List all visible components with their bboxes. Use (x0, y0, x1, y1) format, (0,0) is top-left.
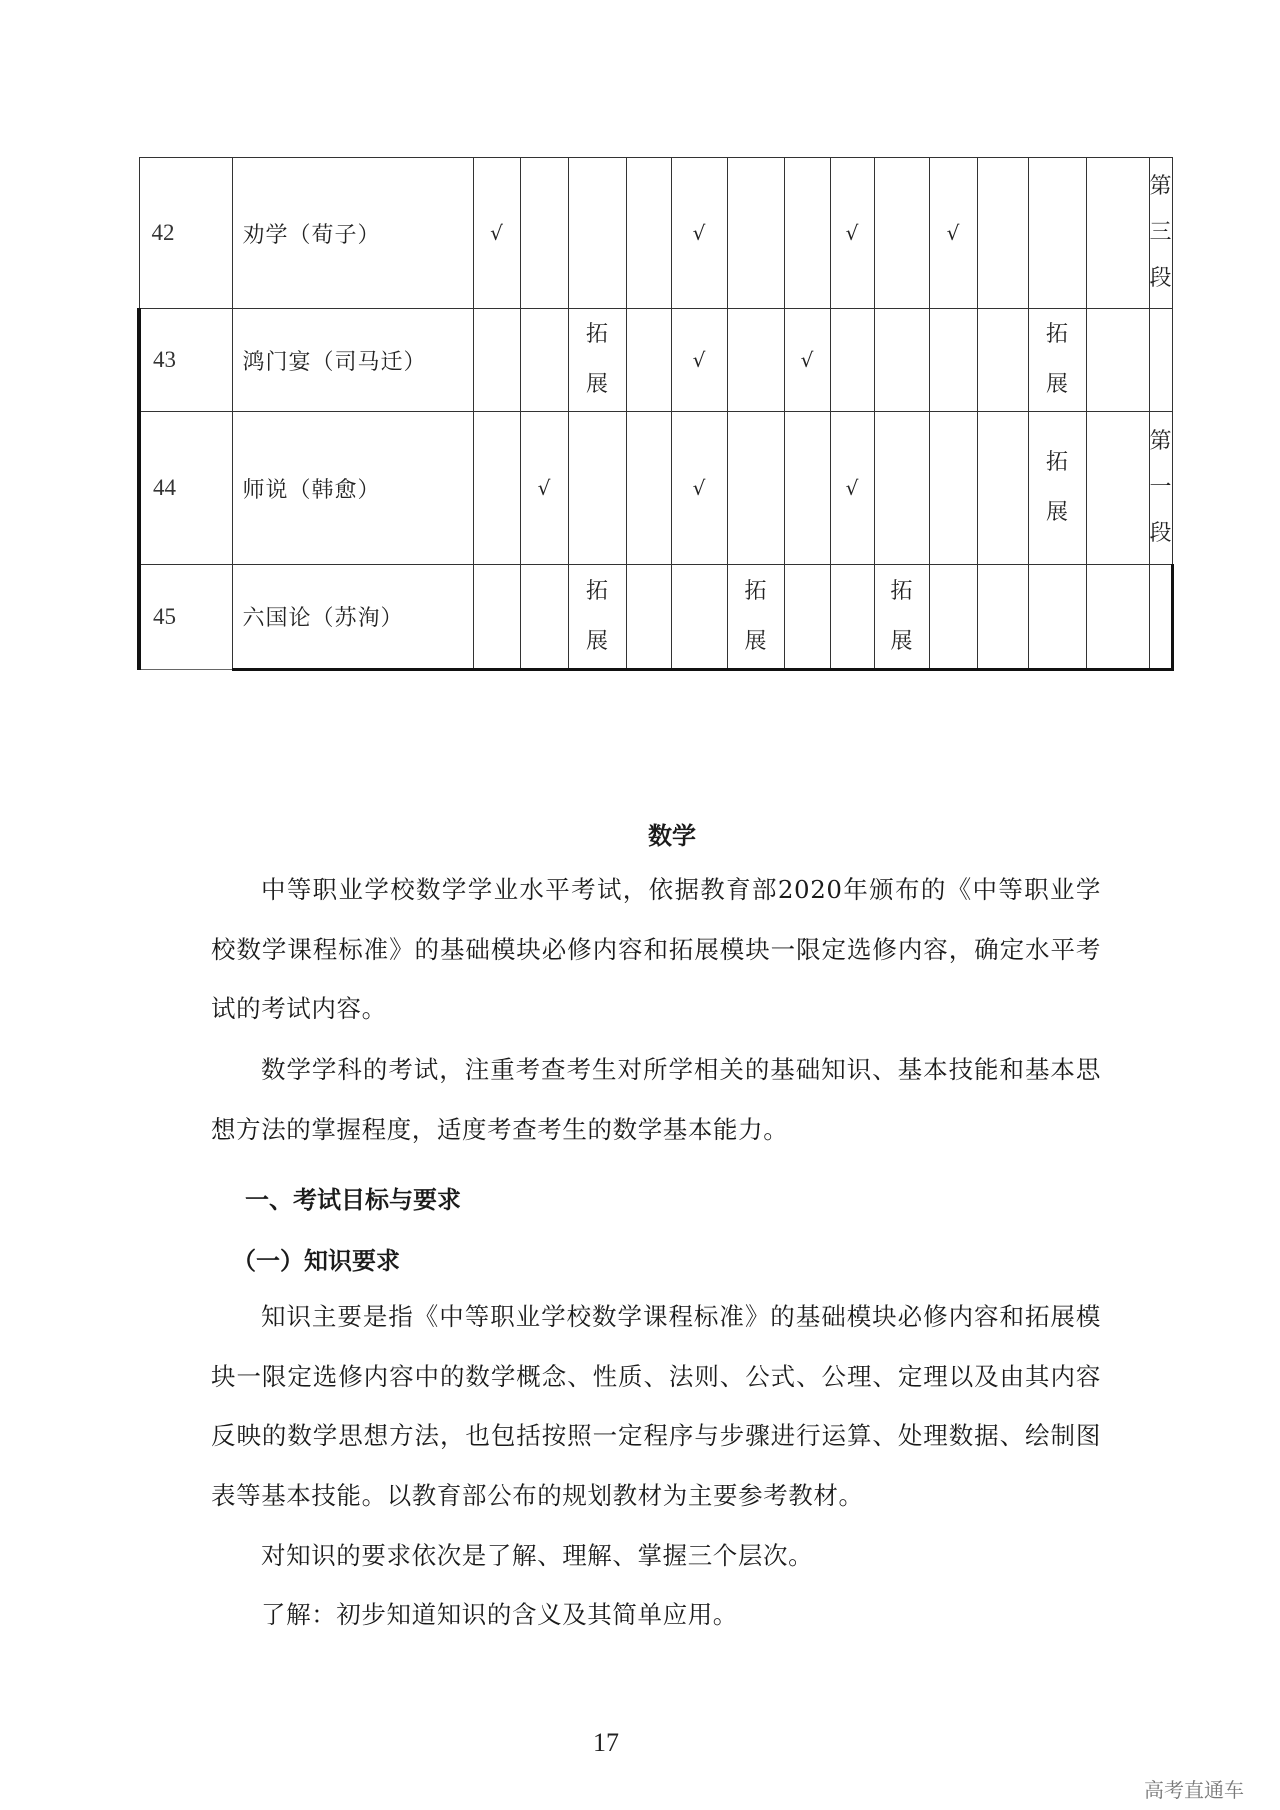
empty-cell (520, 565, 568, 670)
empty-cell (1086, 565, 1149, 670)
extension-mark (568, 565, 626, 670)
empty-cell (671, 565, 727, 670)
page-number: 17 (593, 1728, 619, 1757)
curriculum-table (137, 157, 1174, 671)
empty-cell (929, 412, 977, 565)
empty-cell (977, 412, 1028, 565)
empty-cell (568, 158, 626, 309)
exam-focus-paragraph: 数学学科的考试，注重考查考生对所学相关的基础知识、基本技能和基本思想方法的掌握程度，适度考查考生的数学基本能力。 (211, 1055, 1101, 1144)
check-mark: √ (671, 309, 727, 412)
note-char: 一 (1149, 475, 1172, 500)
section-title: 数学 (648, 822, 696, 850)
text-title: 六国论（苏洵） (232, 565, 473, 670)
check-mark: √ (473, 158, 520, 309)
note-char: 段 (1149, 521, 1172, 546)
extension-char: 展 (744, 628, 767, 654)
extension-char: 展 (1045, 500, 1068, 525)
empty-cell (1086, 412, 1149, 565)
empty-cell (1086, 309, 1149, 412)
row-number: 45 (139, 565, 232, 670)
empty-cell (929, 309, 977, 412)
extension-char: 展 (1045, 372, 1068, 397)
extension-mark (1028, 309, 1086, 412)
extension-char: 展 (585, 628, 608, 654)
empty-cell (727, 158, 784, 309)
extension-char: 展 (890, 628, 913, 654)
empty-cell (1028, 158, 1086, 309)
paragraph-note (1149, 565, 1172, 670)
extension-char: 拓 (890, 578, 913, 604)
check-mark: √ (929, 158, 977, 309)
empty-cell (929, 565, 977, 670)
empty-cell (1028, 565, 1086, 670)
empty-cell (626, 412, 671, 565)
empty-cell (977, 309, 1028, 412)
table-row (139, 158, 1172, 309)
empty-cell (626, 158, 671, 309)
empty-cell (520, 158, 568, 309)
note-char: 第 (1149, 429, 1172, 454)
row-number: 44 (139, 412, 232, 565)
paragraph-note (1149, 309, 1172, 412)
empty-cell (473, 412, 520, 565)
check-mark: √ (830, 158, 874, 309)
knowledge-paragraph: 知识主要是指《中等职业学校数学课程标准》的基础模块必修内容和拓展模块一限定选修内容中的数学概念、性质、法则、公式、公理、定理以及由其内容反映的数学思想方法，也包括按照一定程序与步骤进行运算、处理数据、绘制图表等基本技能。以教育部公布的规划教材为主要参考教材。 (211, 1302, 1101, 1510)
empty-cell (473, 309, 520, 412)
empty-cell (626, 309, 671, 412)
empty-cell (1086, 158, 1149, 309)
check-mark: √ (830, 412, 874, 565)
extension-char: 拓 (585, 322, 608, 347)
empty-cell (874, 309, 929, 412)
extension-char: 拓 (1045, 322, 1068, 347)
empty-cell (727, 309, 784, 412)
heading-exam-goals: 一、考试目标与要求 (245, 1186, 461, 1214)
extension-mark (1028, 412, 1086, 565)
check-mark: √ (520, 412, 568, 565)
empty-cell (784, 412, 830, 565)
paragraph-note (1149, 158, 1172, 309)
empty-cell (977, 565, 1028, 670)
empty-cell (568, 412, 626, 565)
empty-cell (874, 158, 929, 309)
empty-cell (784, 158, 830, 309)
empty-cell (977, 158, 1028, 309)
extension-mark (568, 309, 626, 412)
empty-cell (830, 565, 874, 670)
extension-char: 拓 (585, 578, 608, 604)
paragraph-note (1149, 412, 1172, 565)
levels-paragraph: 对知识的要求依次是了解、理解、掌握三个层次。 (261, 1541, 814, 1570)
row-number: 42 (139, 158, 232, 309)
empty-cell (727, 412, 784, 565)
check-mark: √ (784, 309, 830, 412)
table-row (139, 565, 1172, 670)
row-number: 43 (139, 309, 232, 412)
empty-cell (473, 565, 520, 670)
text-title: 鸿门宴（司马迁） (232, 309, 473, 412)
check-mark: √ (671, 158, 727, 309)
extension-char: 展 (585, 372, 608, 397)
empty-cell (520, 309, 568, 412)
watermark: 高考直通车 (1144, 1778, 1244, 1802)
empty-cell (874, 412, 929, 565)
extension-char: 拓 (1045, 450, 1068, 475)
note-char: 第 (1149, 174, 1172, 199)
empty-cell (830, 309, 874, 412)
text-title: 劝学（荀子） (232, 158, 473, 309)
extension-mark (727, 565, 784, 670)
heading-knowledge-requirements: （一）知识要求 (232, 1247, 400, 1275)
extension-char: 拓 (744, 578, 767, 604)
check-mark: √ (671, 412, 727, 565)
extension-mark (874, 565, 929, 670)
empty-cell (626, 565, 671, 670)
empty-cell (784, 565, 830, 670)
table-row (139, 309, 1172, 412)
intro-paragraph: 中等职业学校数学学业水平考试，依据教育部2020年颁布的《中等职业学校数学课程标准》的基础模块必修内容和拓展模块一限定选修内容，确定水平考试的考试内容。 (211, 875, 1101, 1024)
note-char: 三 (1149, 220, 1172, 245)
understand-paragraph: 了解：初步知道知识的含义及其简单应用。 (261, 1600, 738, 1629)
text-title: 师说（韩愈） (232, 412, 473, 565)
table-row (139, 412, 1172, 565)
note-char: 段 (1149, 266, 1172, 291)
